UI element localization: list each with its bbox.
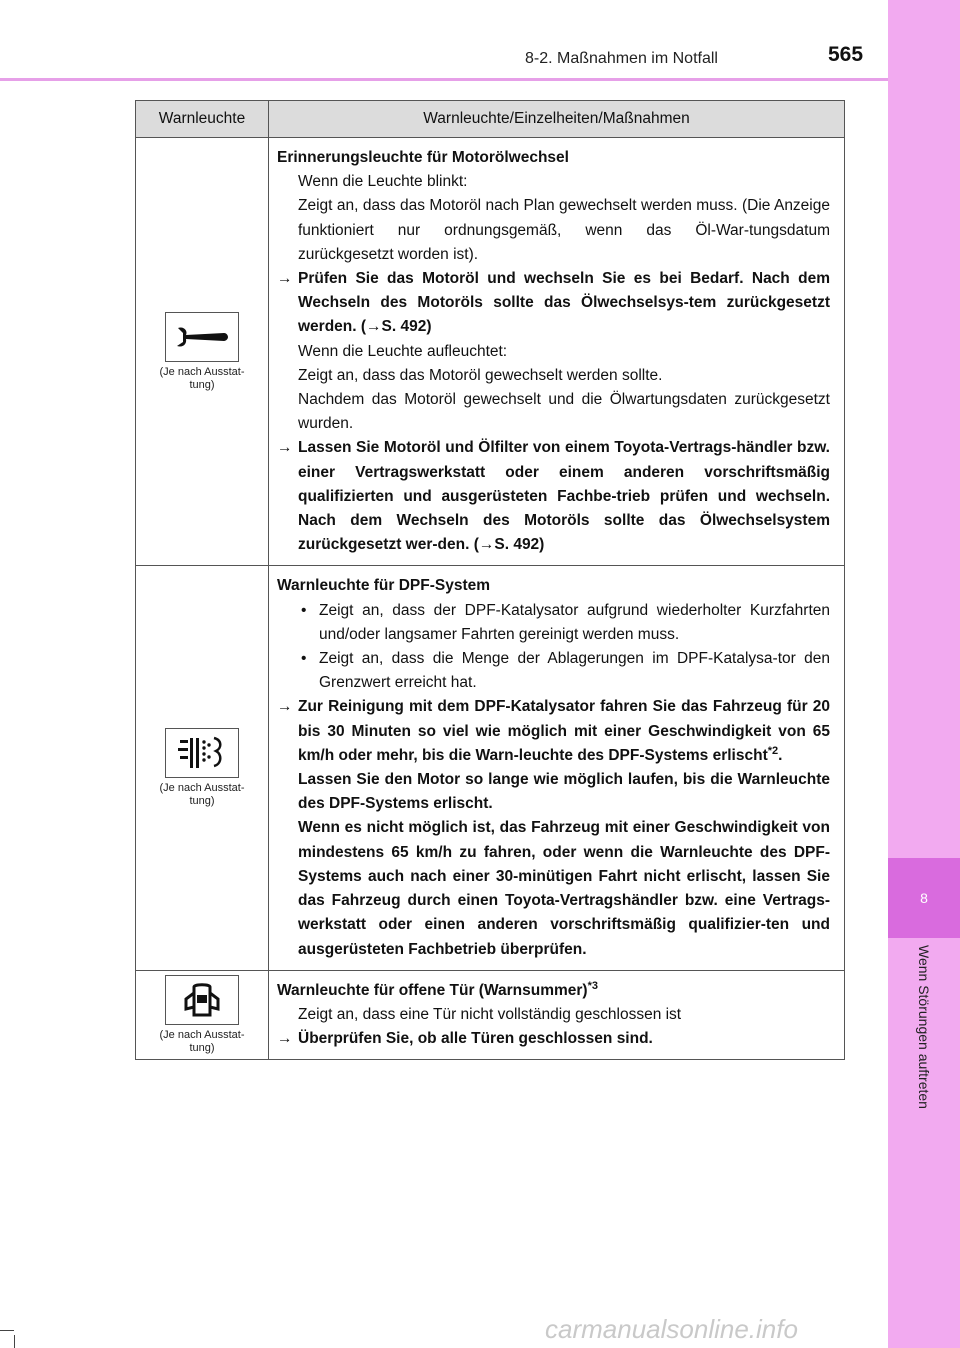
arrow-icon: →: [277, 698, 293, 716]
column-header-details: Warnleuchte/Einzelheiten/Maßnahmen: [269, 101, 845, 138]
action-text: Lassen Sie den Motor so lange wie möglich laufen, bis die Warnleuchte des DPF-Systems erlischt.: [298, 771, 830, 813]
watermark: carmanualsonline.info: [545, 1314, 798, 1344]
icon-caption: (Je nach Ausstat- tung): [159, 365, 245, 391]
dpf-filter-icon: [165, 728, 239, 778]
icon-cell: [136, 566, 269, 970]
footnote-ref: *3: [587, 979, 599, 992]
crop-mark: [0, 1330, 14, 1331]
warning-title: Warnleuchte für DPF-System: [277, 577, 491, 595]
footnote-ref: *2: [767, 744, 779, 757]
open-door-icon: [165, 975, 239, 1025]
warning-light-table: [135, 100, 845, 1060]
section-title: 8-2. Maßnahmen im Notfall: [525, 50, 718, 67]
page-number: 565: [828, 43, 864, 66]
description-text: Zeigt an, dass das Motoröl gewechselt werden sollte.: [298, 366, 663, 384]
bullet-item: • Zeigt an, dass der DPF-Katalysator aufgrund wiederholter Kurzfahrten und/oder langsamer Fahrten gereinigt werden muss.: [301, 601, 830, 643]
description-text: Nachdem das Motoröl gewechselt und die Ölwartungsdaten zurückgesetzt wurden.: [298, 391, 830, 433]
icon-cell: [136, 138, 269, 566]
icon-caption: (Je nach Ausstat- tung): [159, 1029, 245, 1054]
column-header-warnleuchte: Warnleuchte: [136, 101, 269, 138]
condition-text: Wenn die Leuchte aufleuchtet:: [298, 342, 508, 360]
description-text: Zeigt an, dass das Motoröl nach Plan gewechselt werden muss. (Die Anzeige funktioniert nur ordnungsgemäß, wenn das Öl-War-tungsdatum zurückgesetzt worden ist).: [298, 197, 830, 263]
table-row: [136, 970, 845, 1060]
arrow-icon: →: [277, 270, 293, 288]
action-item: → Lassen Sie Motoröl und Ölfilter von einem Toyota-Vertrags-händler bzw. einer Vertragswerkstatt oder einem anderen vorschriftsmäßig qualifizierten und ausgerüsteten Fachbe-trieb prüfen und wechseln. Nach dem Wechseln des Motoröls sollte das Ölwechselsystem zurückgesetzt wer-den. (→S. 492): [277, 436, 830, 557]
action-item: → Überprüfen Sie, ob alle Türen geschlossen sind.: [277, 1027, 830, 1051]
crop-mark: [14, 1335, 15, 1348]
arrow-icon: →: [277, 439, 293, 457]
arrow-icon: →: [277, 1030, 293, 1048]
table-row: [136, 566, 845, 970]
wrench-icon: [165, 312, 239, 362]
icon-cell: [136, 970, 269, 1060]
header-rule: [0, 78, 888, 81]
table-header-row: [136, 101, 845, 138]
description-text: Zeigt an, dass eine Tür nicht vollständig geschlossen ist: [298, 1005, 682, 1023]
description-cell: [269, 970, 845, 1060]
warning-title: Erinnerungsleuchte für Motorölwechsel: [277, 149, 569, 166]
action-item: → Zur Reinigung mit dem DPF-Katalysator fahren Sie das Fahrzeug für 20 bis 30 Minuten so viel wie möglich mit einer Geschwindigkeit von 65 km/h oder mehr, bis die Warn-leuchte des DPF-Systems erlischt$^{*2}$.: [277, 695, 830, 768]
chapter-label: Wenn Störungen auftreten: [916, 945, 932, 1109]
description-cell: [269, 138, 845, 566]
chapter-number: 8: [888, 858, 960, 938]
condition-text: Wenn die Leuchte blinkt:: [298, 173, 468, 191]
action-item: → Prüfen Sie das Motoröl und wechseln Sie es bei Bedarf. Nach dem Wechseln des Motoröls sollte das Ölwechselsys-tem zurückgesetzt werden. (→S. 492): [277, 267, 830, 340]
description-cell: [269, 566, 845, 970]
table-row: [136, 138, 845, 566]
warning-title: Warnleuchte für offene Tür (Warnsummer)$^{*3}$: [277, 979, 599, 999]
bullet-item: • Zeigt an, dass die Menge der Ablagerungen im DPF-Katalysa-tor den Grenzwert erreicht hat.: [301, 650, 830, 692]
action-text: Wenn es nicht möglich ist, das Fahrzeug mit einer Geschwindigkeit von mindestens 65 km/h zu fahren, oder wenn die Warnleuchte des DPF-Systems auch nach einer 30-minütigen Fahrt nicht erlischt, lassen Sie das Fahrzeug durch einen Toyota-Vertragshändler bzw. eine Vertrags-werkstatt oder einen anderen vorschriftsmäßig qualifizier-ten und ausgerüsteten Fachbetrieb überprüfen.: [298, 819, 830, 958]
icon-caption: (Je nach Ausstat- tung): [159, 782, 245, 808]
